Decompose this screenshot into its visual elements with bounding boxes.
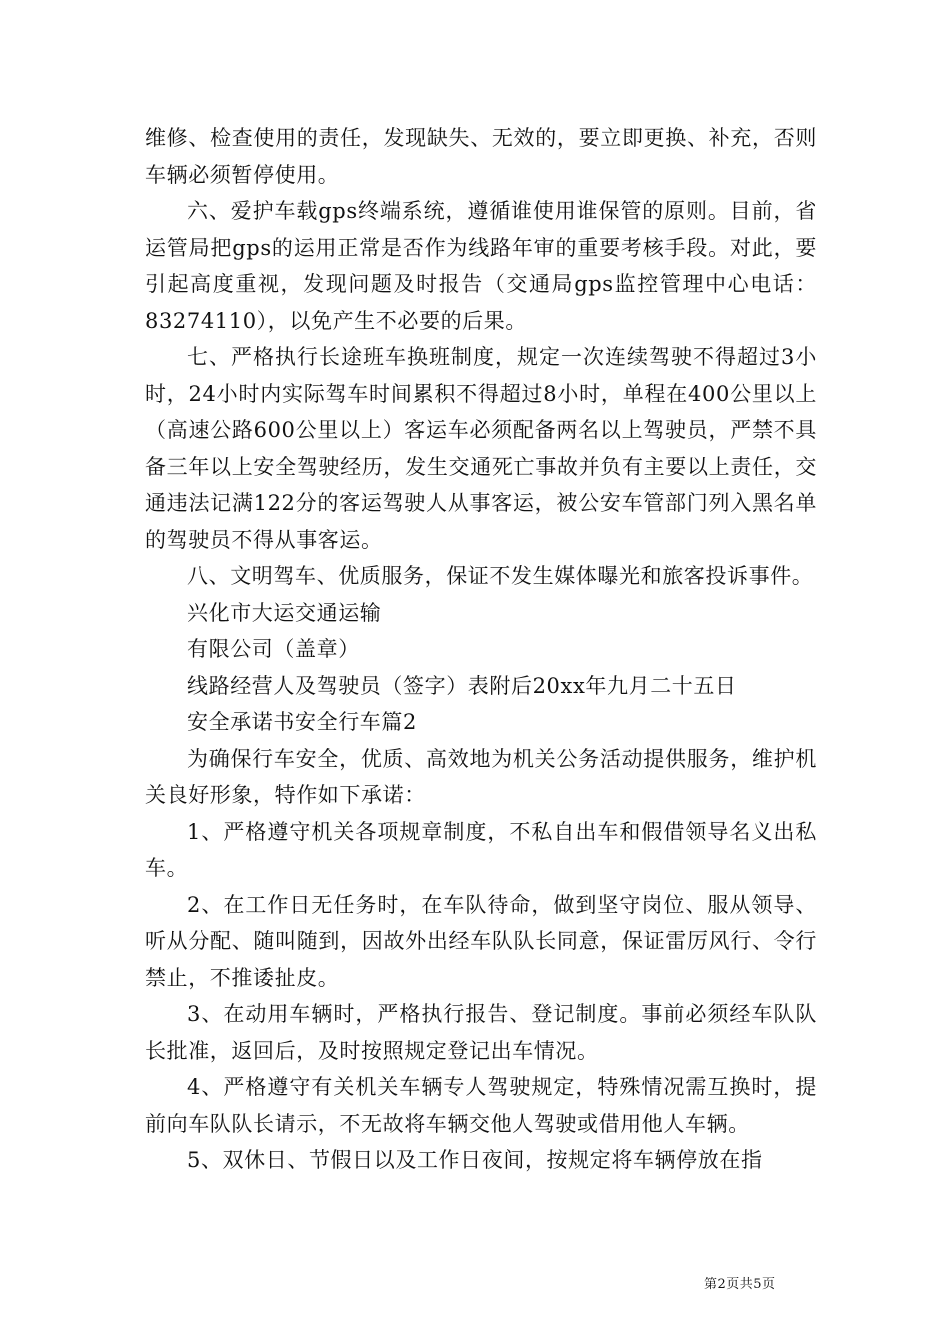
company-name-line: 兴化市大运交通运输 <box>187 600 382 625</box>
paragraph-intro: 为确保行车安全，优质、高效地为机关公务活动提供服务，维护机关良好形象，特作如下承诺： <box>145 746 817 807</box>
signature-date-line: 线路经营人及驾驶员（签字）表附后20xx年九月二十五日 <box>187 673 737 698</box>
paragraph-item-8: 八、文明驾车、优质服务，保证不发生媒体曝光和旅客投诉事件。 <box>187 564 814 588</box>
paragraph-commitment-3: 3、在动用车辆时，严格执行报告、登记制度。事前必须经车队队长批准，返回后，及时按照规定登记出车情况。 <box>145 1002 817 1063</box>
page-footer <box>704 1277 776 1293</box>
paragraph-commitment-1: 1、严格遵守机关各项规章制度，不私自出车和假借领导名义出私车。 <box>145 819 817 880</box>
section-title: 安全承诺书安全行车篇2 <box>187 710 417 734</box>
document-body <box>145 120 817 1179</box>
paragraph-item-6: 六、爱护车载gps终端系统，遵循谁使用谁保管的原则。目前，省运管局把gps的运用正常是否作为线路年审的重要考核手段。对此，要引起高度重视，发现问题及时报告（交通局gps监控管理中心电话：83274110），以免产生不必要的后果。 <box>145 199 817 333</box>
paragraph-commitment-2: 2、在工作日无任务时，在车队待命，做到坚守岗位、服从领导、听从分配、随叫随到，因故外出经车队队长同意，保证雷厉风行、令行禁止，不推诿扯皮。 <box>145 892 817 990</box>
paragraph-continuation: 维修、检查使用的责任，发现缺失、无效的，要立即更换、补充，否则车辆必须暂停使用。 <box>145 126 817 187</box>
page-number-label: 第2页共5页 <box>704 1277 776 1292</box>
company-seal-line: 有限公司（盖章） <box>187 637 360 661</box>
paragraph-commitment-4: 4、严格遵守有关机关车辆专人驾驶规定，特殊情况需互换时，提前向车队队长请示，不无故将车辆交他人驾驶或借用他人车辆。 <box>145 1075 817 1136</box>
paragraph-commitment-5: 5、双休日、节假日以及工作日夜间，按规定将车辆停放在指 <box>187 1148 763 1172</box>
paragraph-item-7: 七、严格执行长途班车换班制度，规定一次连续驾驶不得超过3小时，24小时内实际驾车时间累积不得超过8小时，单程在400公里以上（高速公路600公里以上）客运车必须配备两名以上驾驶员，严禁不具备三年以上安全驾驶经历，发生交通死亡事故并负有主要以上责任，交通违法记满122分的客运驾驶人从事客运，被公安车管部门列入黑名单的驾驶员不得从事客运。 <box>145 345 817 552</box>
